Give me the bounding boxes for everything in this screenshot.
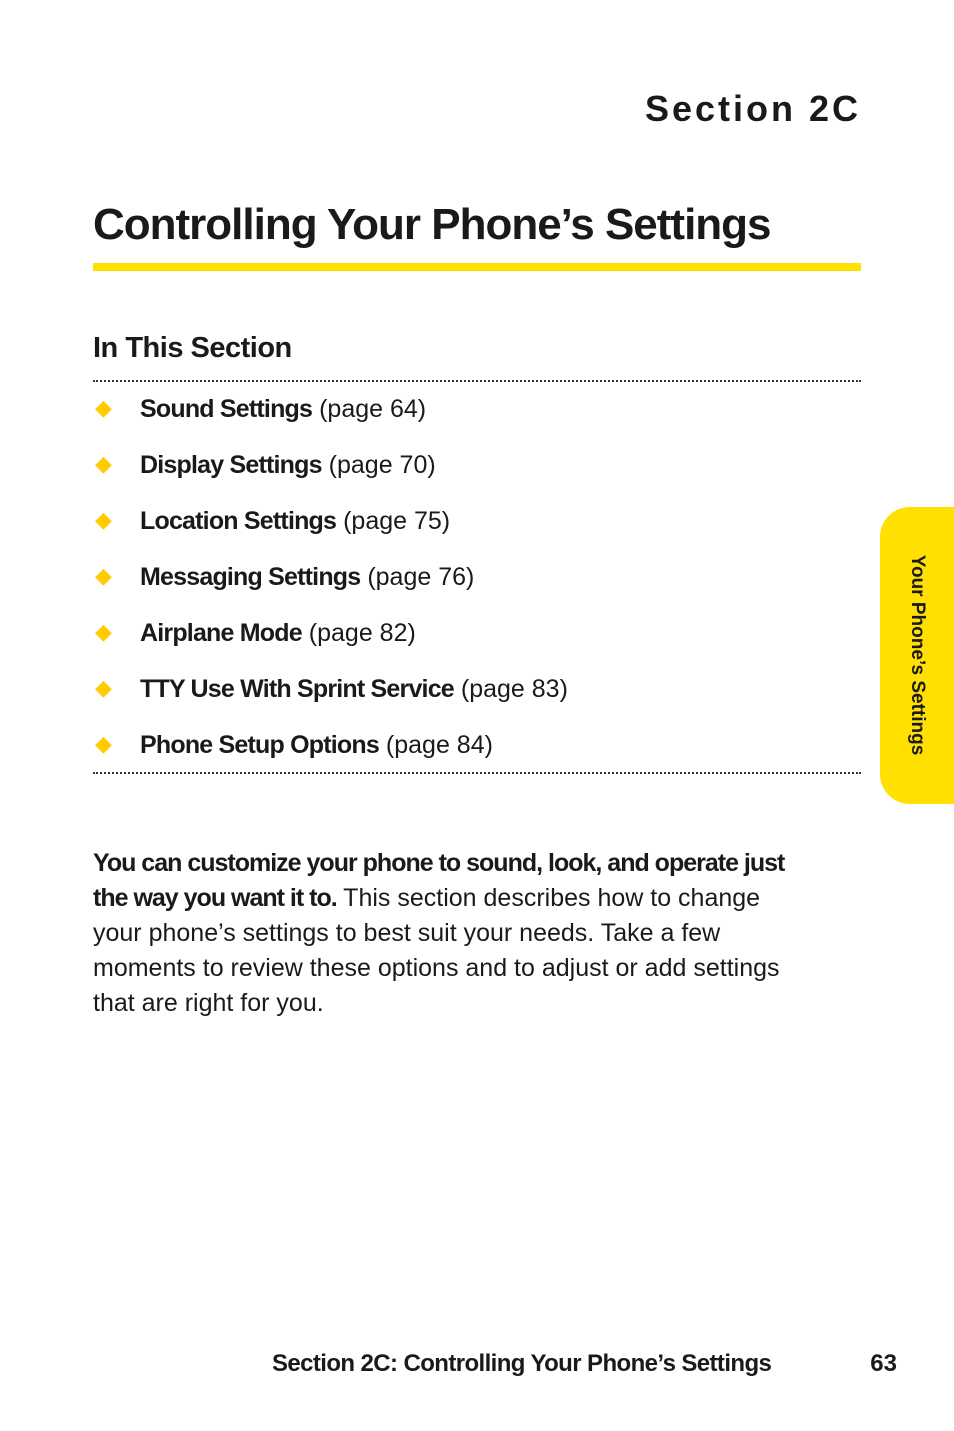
list-item-title: Airplane Mode xyxy=(140,619,302,647)
intro-lead: You can customize your phone to sound, look, and operate just the way you want it to. xyxy=(93,849,785,912)
diamond-bullet-icon: ◆ xyxy=(95,620,112,645)
list-item-page-ref: (page 84) xyxy=(385,731,493,759)
list-item-title: Display Settings xyxy=(140,451,322,479)
title-underline xyxy=(93,263,861,271)
list-item-page-ref: (page 83) xyxy=(460,675,568,703)
in-this-section-heading: In This Section xyxy=(93,332,292,364)
top-dotted-divider xyxy=(93,380,861,382)
diamond-bullet-icon: ◆ xyxy=(95,396,112,421)
page-number: 63 xyxy=(870,1350,897,1377)
list-item-title: Messaging Settings xyxy=(140,563,361,591)
diamond-bullet-icon: ◆ xyxy=(95,508,112,533)
bottom-dotted-divider xyxy=(93,772,861,774)
list-item-page-ref: (page 75) xyxy=(343,507,451,535)
diamond-bullet-icon: ◆ xyxy=(95,564,112,589)
list-item-page-ref: (page 82) xyxy=(308,619,416,647)
diamond-bullet-icon: ◆ xyxy=(95,676,112,701)
diamond-bullet-icon: ◆ xyxy=(95,452,112,477)
list-item-title: Location Settings xyxy=(140,507,337,535)
diamond-bullet-icon: ◆ xyxy=(95,732,112,757)
list-item-title: TTY Use With Sprint Service xyxy=(140,675,454,703)
intro-paragraph xyxy=(93,846,813,1021)
section-label: Section 2C xyxy=(644,88,861,129)
list-item-title: Sound Settings xyxy=(140,395,313,423)
side-tab[interactable] xyxy=(880,507,954,804)
page-title: Controlling Your Phone’s Settings xyxy=(93,200,771,249)
side-tab-label: Your Phone’s Settings xyxy=(907,554,928,756)
list-item-page-ref: (page 70) xyxy=(328,451,436,479)
list-item-page-ref: (page 64) xyxy=(319,395,427,423)
list-item-page-ref: (page 76) xyxy=(367,563,475,591)
footer-title: Section 2C: Controlling Your Phone’s Settings xyxy=(272,1350,772,1377)
intro-body: This section describes how to change your phone’s settings to best suit your needs. Take a few moments to review these options and to adjust or add settings that are right for you. xyxy=(93,884,780,1017)
list-item-title: Phone Setup Options xyxy=(140,731,379,759)
